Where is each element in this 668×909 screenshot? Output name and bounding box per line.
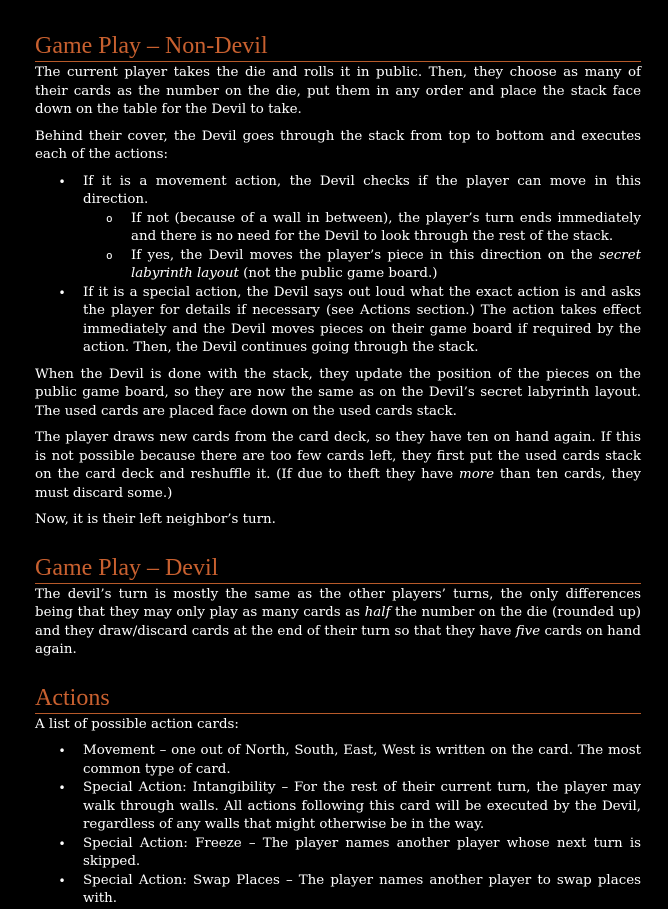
paragraph [35,429,641,503]
action-steps-list [35,173,641,358]
sub-list-item [83,210,641,247]
sub-list-item-text: (not the public game board.) [238,266,438,281]
paragraph-text: than ten cards, they must discard some.) [35,467,641,501]
list-item [35,872,641,909]
sub-list [83,210,641,284]
actions-list [35,742,641,909]
list-item-text: If it is a movement action, the Devil checks if the player can move in this direction. [83,173,641,207]
paragraph-text: the number on the die (rounded up) and they draw/discard cards at the end of their turn so that they have [35,605,642,639]
heading-actions: Actions [35,683,641,714]
bullet-icon: • [58,285,66,300]
circle-bullet-icon: o [106,248,113,262]
paragraph: Behind their cover, the Devil goes through the stack from top to bottom and executes each of the actions: [35,128,641,162]
paragraph-text: cards on hand again. [35,623,641,657]
paragraph: When the Devil is done with the stack, they update the position of the pieces on the public game board, so they are now the same as on the Devil’s secret labyrinth layout. The used cards are placed face down on the used cards stack. [35,366,641,419]
document [35,31,641,909]
list-item-text: If it is a special action, the Devil says out loud what the exact action is and asks the player for details if necessary (see Actions section.) The action takes effect immediately and the Devil moves pieces on their game board if required by the action. Then, the Devil continues going through the stack. [83,284,641,355]
list-item-text: Special Action: Freeze – The player names another player whose next turn is skipped. [83,835,641,869]
sub-list-item-text: If yes, the Devil moves the player’s piece in this direction on the [131,247,599,263]
bullet-icon: • [58,744,66,758]
paragraph-text: The devil’s turn is mostly the same as the other players’ turns, the only differences being that they may only play as many cards as [35,586,641,620]
emphasis: secret labyrinth layout [131,247,641,281]
list-item [35,284,641,358]
bullet-icon: • [58,781,66,795]
list-item [35,742,641,779]
emphasis: five [515,623,541,639]
paragraph: A list of possible action cards: [35,716,239,732]
sub-list-item [83,247,641,284]
sub-list-item-text: If not (because of a wall in between), the player’s turn ends immediately and there is no need for the Devil to look through the rest of the stack. [131,210,641,244]
heading-devil: Game Play – Devil [35,553,641,584]
paragraph: The current player takes the die and rolls it in public. Then, they choose as many of their cards as the number on the die, put them in any order and place the stack face down on the table for the Devil to take. [35,65,641,117]
heading-non-devil: Game Play – Non-Devil [35,31,641,62]
list-item-text: Special Action: Swap Places – The player names another player to swap places with. [83,872,641,906]
emphasis: half [364,605,391,620]
emphasis: more [459,467,495,482]
paragraph-text: The player draws new cards from the card deck, so they have ten on hand again. If this is not possible because there are too few cards left, they first put the used cards stack on the card deck and reshuffle it. (If due to theft they have [35,430,641,482]
list-item [35,173,641,284]
paragraph [35,586,641,660]
list-item-text: Special Action: Intangibility – For the rest of their current turn, the player may walk through walls. All actions following this card will be executed by the Devil, regardless of any walls that might otherwise be in the way. [83,780,641,832]
bullet-icon: • [58,873,66,888]
list-item [35,779,641,835]
paragraph: Now, it is their left neighbor’s turn. [35,512,276,527]
list-item-text: Movement – one out of North, South, East, West is written on the card. The most common type of card. [83,743,641,777]
circle-bullet-icon: o [106,211,113,225]
bullet-icon: • [58,174,66,189]
bullet-icon: • [58,836,66,851]
list-item [35,835,641,872]
